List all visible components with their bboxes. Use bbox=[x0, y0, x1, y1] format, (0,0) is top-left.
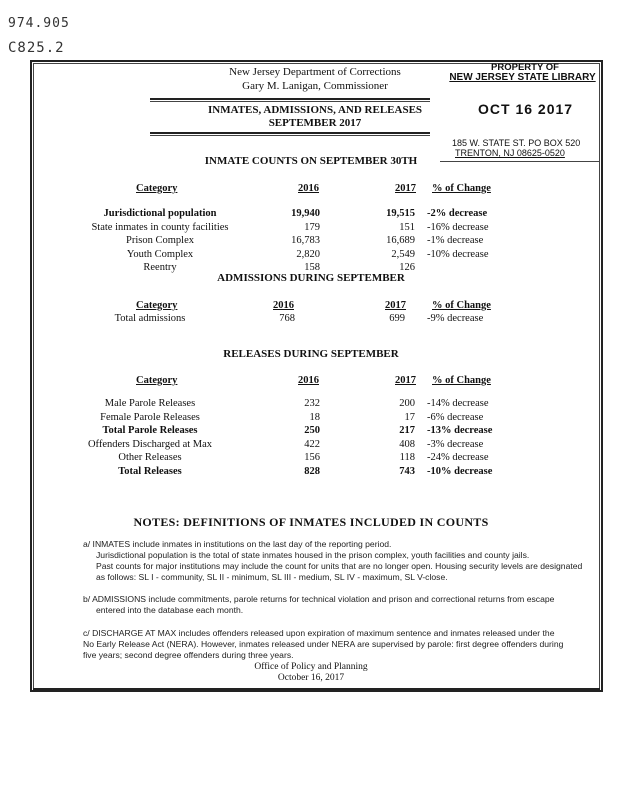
report-period: SEPTEMBER 2017 bbox=[268, 117, 362, 129]
row-value-2017: 217 bbox=[399, 425, 415, 436]
releases-col-2017: 2017 bbox=[395, 375, 416, 386]
row-category: State inmates in county facilities bbox=[91, 221, 229, 233]
row-category: Offenders Discharged at Max bbox=[87, 438, 213, 450]
row-category: Female Parole Releases bbox=[100, 411, 200, 423]
row-category: Total Releases bbox=[118, 465, 182, 477]
commissioner-name: Gary M. Lanigan, Commissioner bbox=[242, 80, 388, 92]
admissions-heading: ADMISSIONS DURING SEPTEMBER bbox=[217, 272, 405, 284]
releases-col-2016: 2016 bbox=[298, 375, 319, 386]
header-rule-top bbox=[150, 98, 430, 100]
row-category: Reentry bbox=[143, 262, 177, 273]
notes-title: NOTES: DEFINITIONS OF INMATES INCLUDED IN COUNTS bbox=[133, 515, 489, 529]
row-value-2017: 118 bbox=[399, 452, 415, 463]
stamp-library-name: NEW JERSEY STATE LIBRARY bbox=[449, 72, 596, 83]
note-b-line2: entered into the database each month. bbox=[96, 605, 244, 615]
row-category: Jurisdictional population bbox=[103, 208, 217, 219]
counts-col-category: Category bbox=[136, 183, 178, 194]
department-name: New Jersey Department of Corrections bbox=[229, 66, 401, 78]
row-change: -2% decrease bbox=[427, 208, 488, 219]
row-value-2017: 17 bbox=[404, 411, 415, 423]
row-change: -10% decrease bbox=[427, 465, 493, 477]
note-b-line1: b/ ADMISSIONS include commitments, parole returns for technical violation and prison and correctional returns from escape bbox=[83, 594, 555, 604]
stamp-received-date: OCT 16 2017 bbox=[478, 101, 574, 117]
row-value-2016: 19,940 bbox=[291, 208, 320, 219]
header-rule-bottom bbox=[150, 132, 430, 134]
row-value-2016: 158 bbox=[304, 262, 320, 273]
footer-rule bbox=[33, 688, 600, 690]
row-category: Male Parole Releases bbox=[104, 398, 196, 409]
releases-heading: RELEASES DURING SEPTEMBER bbox=[223, 348, 399, 360]
note-c-line1: c/ DISCHARGE AT MAX includes offenders released upon expiration of maximum sentence and inmates released under the bbox=[83, 628, 555, 638]
row-value-2017: 151 bbox=[399, 221, 415, 233]
footer-date: October 16, 2017 bbox=[277, 673, 345, 683]
row-value-2017: 408 bbox=[399, 438, 415, 450]
row-value-2016: 768 bbox=[279, 313, 295, 324]
report-title: INMATES, ADMISSIONS, AND RELEASES bbox=[207, 104, 423, 116]
admissions-col-2016: 2016 bbox=[273, 300, 294, 311]
row-change: -3% decrease bbox=[427, 438, 484, 450]
counts-col-2017: 2017 bbox=[395, 183, 416, 194]
row-value-2017: 699 bbox=[389, 313, 405, 324]
counts-col-change: % of Change bbox=[432, 183, 491, 194]
row-category: Youth Complex bbox=[126, 248, 194, 260]
releases-col-category: Category bbox=[136, 375, 178, 386]
row-value-2016: 422 bbox=[304, 438, 320, 450]
handwritten-call-number: 974.905 bbox=[8, 16, 70, 31]
row-value-2016: 18 bbox=[309, 411, 320, 423]
releases-col-change: % of Change bbox=[432, 375, 491, 386]
row-category: Total admissions bbox=[114, 313, 186, 324]
row-value-2017: 19,515 bbox=[386, 208, 415, 219]
note-a-line1: a/ INMATES include inmates in institutions on the last day of the reporting period. bbox=[83, 539, 392, 549]
row-value-2017: 16,689 bbox=[386, 235, 415, 246]
row-value-2016: 232 bbox=[304, 398, 320, 409]
stamp-city: TRENTON, NJ 08625-0520 bbox=[455, 148, 565, 158]
row-value-2016: 156 bbox=[304, 452, 320, 463]
row-value-2016: 250 bbox=[304, 425, 320, 436]
stamp-property-of: PROPERTY OF bbox=[491, 62, 559, 73]
note-a-line2: Jurisdictional population is the total of state inmates housed in the prison complex, youth facilities and county jails. bbox=[96, 550, 530, 560]
row-value-2016: 179 bbox=[304, 221, 320, 233]
row-category: Prison Complex bbox=[126, 235, 194, 246]
row-value-2016: 828 bbox=[304, 465, 320, 477]
note-a-line4: as follows: SL I - community, SL II - minimum, SL III - medium, SL IV - maximum, SL V-close. bbox=[96, 572, 448, 582]
handwritten-code: C825.2 bbox=[8, 40, 65, 56]
row-change: -9% decrease bbox=[427, 313, 484, 324]
row-change: -16% decrease bbox=[427, 221, 489, 233]
row-change: -24% decrease bbox=[427, 452, 489, 463]
row-change: -10% decrease bbox=[427, 248, 489, 260]
stamp-address: 185 W. STATE ST. PO BOX 520 bbox=[452, 138, 581, 148]
admissions-col-category: Category bbox=[136, 300, 178, 311]
row-category: Total Parole Releases bbox=[102, 425, 198, 436]
counts-col-2016: 2016 bbox=[298, 183, 319, 194]
row-value-2016: 2,820 bbox=[296, 248, 320, 260]
row-value-2017: 200 bbox=[399, 398, 415, 409]
header-rule-top-thin bbox=[150, 101, 430, 102]
footer-office: Office of Policy and Planning bbox=[254, 662, 368, 672]
row-category: Other Releases bbox=[118, 452, 182, 463]
row-change: -6% decrease bbox=[427, 411, 484, 423]
row-change: -13% decrease bbox=[427, 425, 493, 436]
row-change: -14% decrease bbox=[427, 398, 489, 409]
note-c-line2: No Early Release Act (NERA). However, inmates released under NERA are supervised by parole: first degree offenders during bbox=[83, 639, 564, 649]
row-value-2016: 16,783 bbox=[291, 235, 320, 246]
admissions-col-change: % of Change bbox=[432, 300, 491, 311]
note-c-line3: five years; second degree offenders during three years. bbox=[83, 650, 294, 660]
admissions-col-2017: 2017 bbox=[385, 300, 406, 311]
header-rule-bottom-thin bbox=[150, 135, 430, 136]
note-a-line3: Past counts for major institutions may include the count for units that are no longer open. Housing security levels are designated bbox=[96, 561, 583, 571]
counts-heading: INMATE COUNTS ON SEPTEMBER 30TH bbox=[204, 155, 418, 167]
row-value-2017: 743 bbox=[399, 465, 415, 477]
row-value-2017: 2,549 bbox=[391, 248, 415, 260]
row-change: -1% decrease bbox=[427, 235, 484, 246]
row-value-2017: 126 bbox=[399, 262, 415, 273]
